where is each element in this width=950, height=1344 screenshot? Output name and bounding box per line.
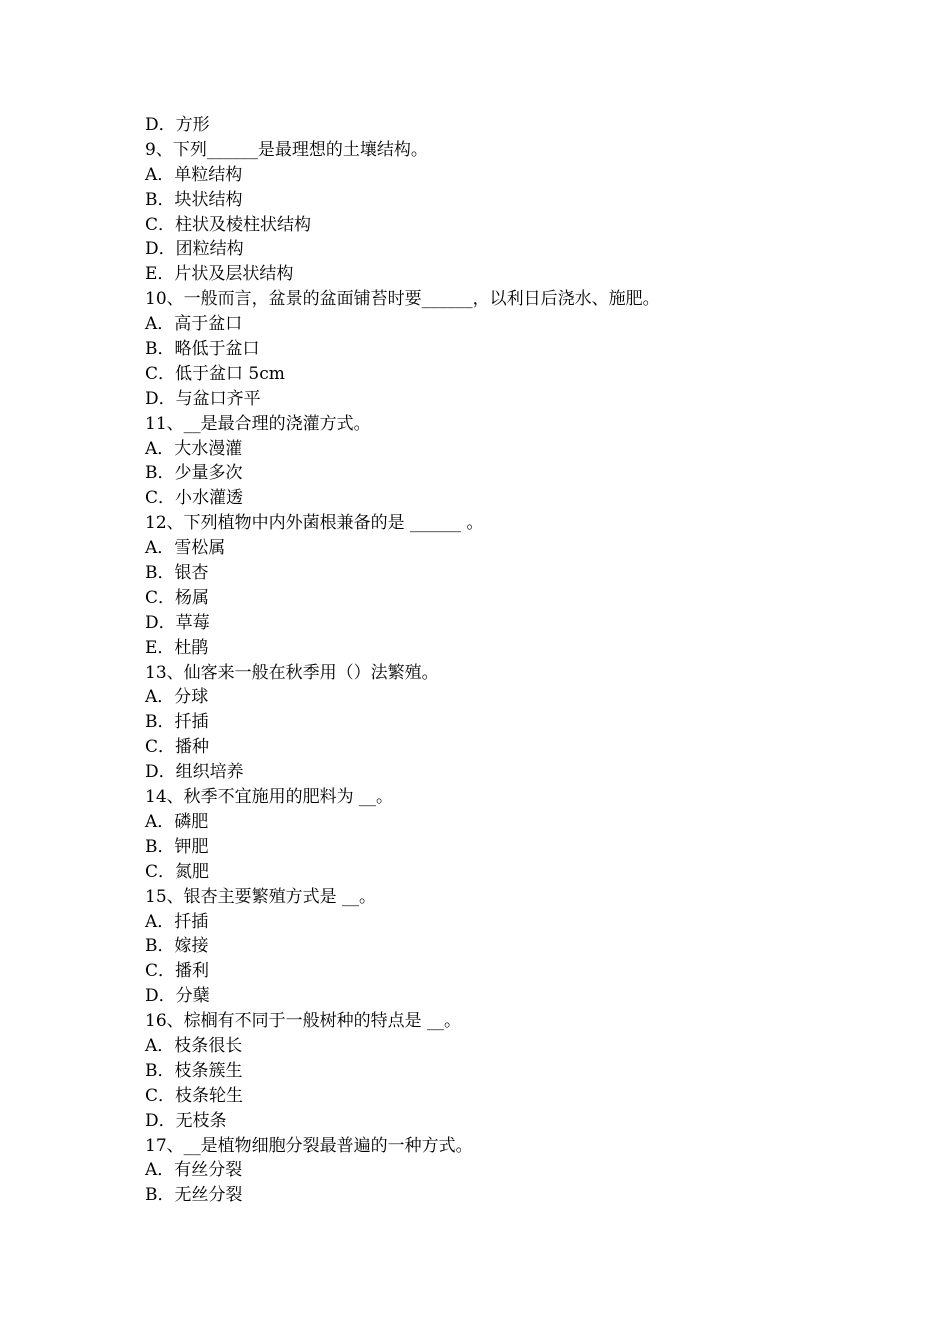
option-line: B．扦插 [145, 712, 209, 733]
option-line: B．略低于盆口 [145, 339, 260, 360]
option-line: C．小水灌透 [145, 488, 244, 509]
option-line: A．单粒结构 [145, 164, 243, 185]
question-line: 15、银杏主要繁殖方式是 __。 [145, 886, 377, 907]
option-line: B．无丝分裂 [145, 1185, 243, 1206]
question-line: 10、一般而言，盆景的盆面铺苔时要______，以利日后浇水、施肥。 [145, 289, 660, 310]
option-line: A．有丝分裂 [145, 1160, 243, 1181]
option-line: C．播利 [145, 961, 210, 982]
option-line: C．低于盆口 5cm [145, 363, 285, 384]
option-line: B．嫁接 [145, 936, 209, 957]
option-line: D．与盆口齐平 [145, 388, 261, 409]
option-line: C．播种 [145, 737, 210, 758]
option-line: B．银杏 [145, 563, 209, 584]
option-line: A．磷肥 [145, 811, 209, 832]
question-line: 13、仙客来一般在秋季用（）法繁殖。 [145, 662, 439, 683]
question-line: 16、棕榈有不同于一般树种的特点是 __。 [145, 1011, 462, 1032]
question-line: 17、__是植物细胞分裂最普遍的一种方式。 [145, 1135, 473, 1156]
option-line: C．杨属 [145, 587, 210, 608]
option-line: D．组织培养 [145, 762, 244, 783]
question-line: 14、秋季不宜施用的肥料为 __。 [145, 787, 394, 808]
option-line: B．枝条簇生 [145, 1060, 243, 1081]
option-line: A．大水漫灌 [145, 438, 243, 459]
option-line: A．雪松属 [145, 538, 226, 559]
option-line: E．杜鹃 [145, 637, 209, 658]
option-line: D．分蘖 [145, 986, 210, 1007]
option-line: A．分球 [145, 687, 209, 708]
option-line: C．氮肥 [145, 861, 210, 882]
option-line: B．钾肥 [145, 836, 209, 857]
option-line: A．高于盆口 [145, 314, 243, 335]
option-line: E．片状及层状结构 [145, 264, 294, 285]
option-line: D．草莓 [145, 612, 210, 633]
question-line: 12、下列植物中内外菌根兼备的是 ______ 。 [145, 513, 484, 534]
option-line: B．块状结构 [145, 189, 243, 210]
document-page [145, 113, 905, 1208]
question-line: 11、__是最合理的浇灌方式。 [145, 413, 371, 434]
option-line: A．枝条很长 [145, 1035, 243, 1056]
option-line: D．无枝条 [145, 1110, 227, 1131]
option-line: A．扦插 [145, 911, 209, 932]
option-line: C．柱状及棱柱状结构 [145, 214, 312, 235]
option-line: C．枝条轮生 [145, 1085, 244, 1106]
option-line: D．方形 [145, 115, 210, 135]
option-line: B．少量多次 [145, 463, 243, 484]
option-line: D．团粒结构 [145, 239, 244, 260]
question-line: 9、下列______是最理想的土壤结构。 [145, 139, 428, 160]
